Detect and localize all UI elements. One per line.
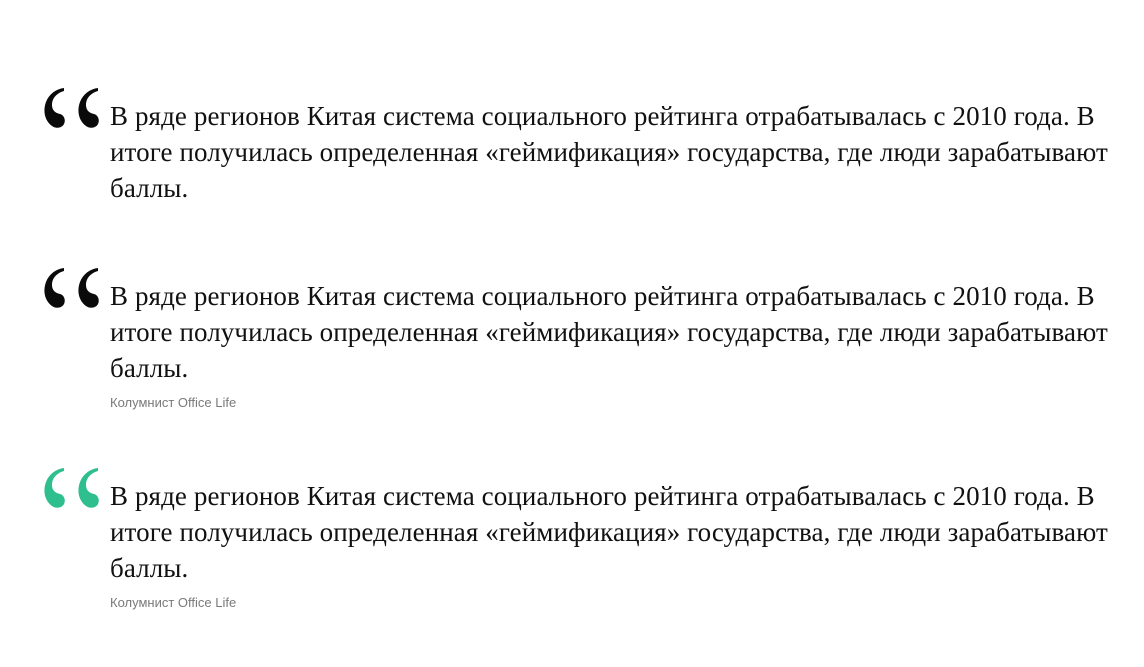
open-double-quote-icon xyxy=(34,262,102,310)
open-double-quote-icon xyxy=(34,462,102,510)
quote-text: В ряде регионов Китая система социального рейтинга отрабатывалась с 2010 года. В итоге получилась определенная «геймификация» государства, где люди зарабатывают баллы. xyxy=(110,101,1108,203)
open-double-quote-icon xyxy=(34,82,102,130)
quote-author: Колумнист Office Life xyxy=(110,395,237,410)
quote-text: В ряде регионов Китая система социального рейтинга отрабатывалась с 2010 года. В итоге получилась определенная «геймификация» государства, где люди зарабатывают баллы. xyxy=(110,281,1108,383)
quote-text: В ряде регионов Китая система социального рейтинга отрабатывалась с 2010 года. В итоге получилась определенная «геймификация» государства, где люди зарабатывают баллы. xyxy=(110,481,1108,583)
quote-author: Колумнист Office Life xyxy=(110,595,237,610)
